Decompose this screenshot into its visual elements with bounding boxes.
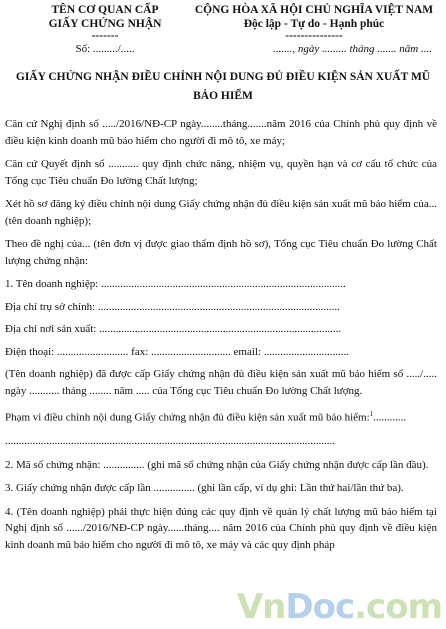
issuing-authority-block xyxy=(20,3,190,57)
issuance-count: 3. Giấy chứng nhận được cấp lần ............... (ghi lần cấp, ví dụ ghi: Lần thứ hai/lần thứ ba). xyxy=(5,482,404,495)
document-title xyxy=(0,68,446,106)
production-address-field: Địa chỉ nơi sản xuất: ........................................................................................ xyxy=(5,323,342,335)
document-date: ......., ngày ......... tháng ....... năm .... xyxy=(273,43,432,55)
authority-name-line2: GIẤY CHỨNG NHẬN xyxy=(48,18,162,30)
national-title: CỘNG HÒA XÃ HỘI CHỦ NGHĨA VIỆT NAM xyxy=(194,4,434,16)
proposal-statement: Theo đề nghị của... (tên đơn vị được giao thẩm định hồ sơ), Tổng cục Tiêu chuẩn Đo lường Chất lượng chứng nhận: xyxy=(5,238,437,267)
authority-rule: ------- xyxy=(91,30,119,42)
contact-field: Điện thoại: .......................... fax: ............................. email: ............................... xyxy=(5,345,350,358)
footnote-marker: 1 xyxy=(369,410,374,418)
certificate-code: 2. Mã số chứng nhận: ............... (ghi mã số chứng nhận của Giấy chứng nhận được cấp lần đầu). xyxy=(5,458,429,471)
national-motto: Độc lập - Tự do - Hạnh phúc xyxy=(243,18,385,30)
title-line1: GIẤY CHỨNG NHẬN ĐIỀU CHỈNH NỘI DUNG ĐỦ ĐIỀU KIỆN SẢN XUẤT MŨ xyxy=(15,71,431,83)
compliance-obligation: 4. (Tên doanh nghiệp) phải thực hiện đúng các quy định về quản lý chất lượng mũ bảo hiểm tại Nghị định số ....../2016/NĐ-CP ngày......tháng.... năm 2016 của Chính phủ quy định về điều kiện kinh doanh mũ bảo hiểm cho người đi mô tô, xe máy và các quy định pháp xyxy=(5,505,437,551)
motto-rule: --------------- xyxy=(285,30,343,42)
basis-decision: Căn cứ Quyết định số ........... quy định chức năng, nhiệm vụ, quyền hạn và cơ cấu tổ chức của Tổng cục Tiêu chuẩn Đo lường Chất lượng; xyxy=(5,158,437,187)
document-number: Số: ........./..... xyxy=(75,43,135,55)
vndoc-watermark-logo: VnDoc.com xyxy=(236,587,442,627)
authority-name-line1: TÊN CƠ QUAN CẤP xyxy=(51,4,159,16)
head-office-address-field: Địa chỉ trụ sở chính: ........................................................................................ xyxy=(5,300,340,313)
adjustment-scope xyxy=(5,406,437,426)
adjustment-scope-text: Phạm vi điều chỉnh nội dung Giấy chứng nhận đủ điều kiện sản xuất mũ bảo hiểm: xyxy=(5,411,370,424)
title-line2: BẢO HIỂM xyxy=(193,90,253,102)
enterprise-name-field: 1. Tên doanh nghiệp: ......................................................................................... xyxy=(5,278,346,290)
adjustment-scope-continuation: ........................................................................................................................ xyxy=(5,435,335,448)
document-body xyxy=(5,116,437,560)
basis-decree: Căn cứ Nghị định số ...../2016/NĐ-CP ngày........tháng.......năm 2016 của Chính phủ quy định về điều kiện kinh doanh mũ bảo hiểm cho người đi mô tô, xe máy; xyxy=(5,118,437,147)
dossier-review: Xét hồ sơ đăng ký điều chỉnh nội dung Giấy chứng nhận đủ điều kiện sản xuất mũ bảo hiểm của... (tên doanh nghiệp); xyxy=(5,198,437,227)
adjustment-scope-blank: ............ xyxy=(373,411,407,424)
prior-certificate-statement: (Tên doanh nghiệp) đã được cấp Giấy chứng nhận đủ điều kiện sản xuất mũ bảo hiểm số ...../..... ngày ........... tháng ........ năm ..... của Tổng cục Tiêu chuẩn Đo lường Chất lượng. xyxy=(5,368,437,397)
national-heading-block xyxy=(188,3,440,57)
